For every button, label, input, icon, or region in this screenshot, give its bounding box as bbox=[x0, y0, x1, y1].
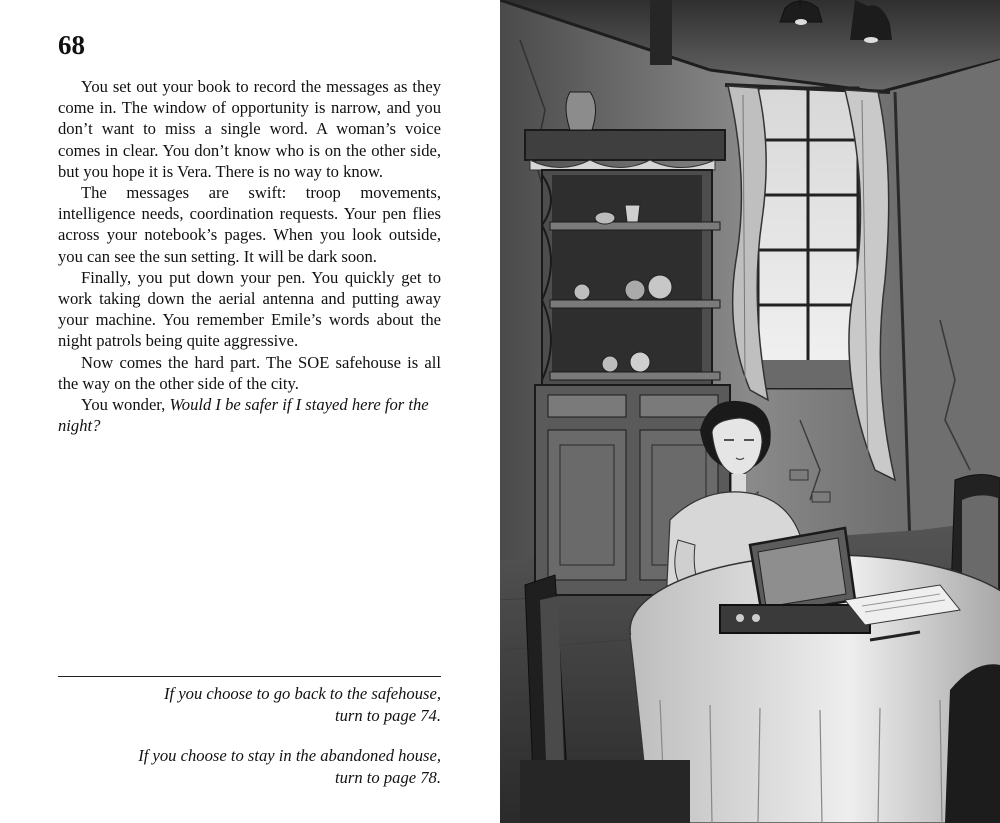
choice-safehouse-text: If you choose to go back to the safehouse, bbox=[164, 684, 441, 703]
choice-safehouse[interactable] bbox=[41, 683, 441, 727]
paragraph-2: The messages are swift: troop movements, intelligence needs, coordination requests. Your pen flies across your notebook’s pages. When you look outside, you can see the sun setting. It will be dark soon. bbox=[58, 183, 441, 266]
choice-stay-page: turn to page 78. bbox=[334, 768, 441, 787]
paragraph-5 bbox=[58, 394, 441, 436]
paragraph-1: You set out your book to record the messages as they come in. The window of opportunity is narrow, and you don’t want to miss a single word. A woman’s voice comes in clear. You don’t know who is on the other side, but you hope it is Vera. There is no way to know. bbox=[58, 77, 441, 181]
paragraph-5-thought: Would I be safer if I stayed here for the night? bbox=[58, 395, 429, 436]
story-text bbox=[58, 76, 441, 436]
paragraph-4: Now comes the hard part. The SOE safehouse is all the way on the other side of the city. bbox=[58, 352, 441, 393]
illustration-artwork bbox=[500, 0, 1000, 823]
choice-stay[interactable] bbox=[41, 745, 441, 789]
choice-safehouse-page: turn to page 74. bbox=[334, 706, 441, 725]
page-number: 68 bbox=[58, 30, 85, 60]
paragraph-3: Finally, you put down your pen. You quickly get to work taking down the aerial antenna and putting away your machine. You remember Emile’s words about the night patrols being quite aggressive. bbox=[58, 267, 441, 351]
paragraph-5-lead: You wonder, bbox=[81, 395, 170, 415]
choices-divider bbox=[58, 676, 441, 677]
illustration bbox=[500, 0, 1000, 823]
choice-stay-text: If you choose to stay in the abandoned house, bbox=[138, 746, 441, 765]
